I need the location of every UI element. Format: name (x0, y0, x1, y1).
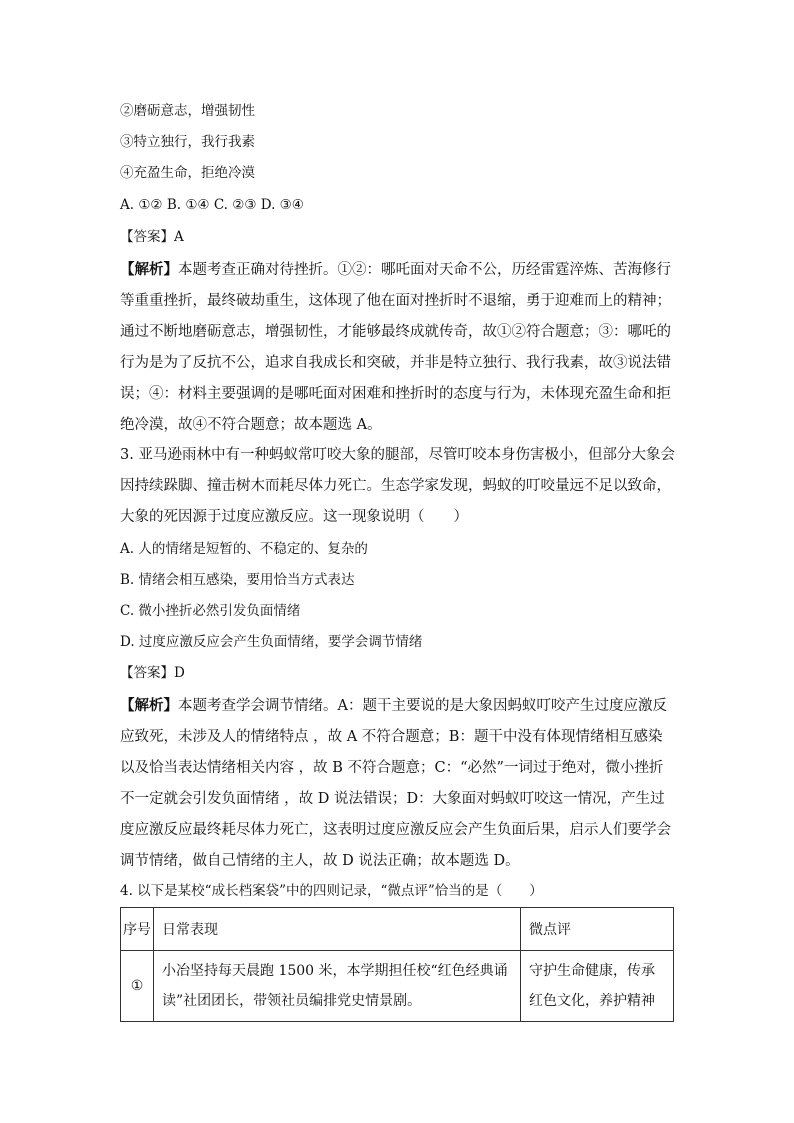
q3-option-c: C. 微小挫折必然引发负面情绪 (120, 603, 301, 619)
option-4: ④充盈生命，拒绝冷漠 (120, 165, 255, 181)
q3-analysis (120, 690, 676, 877)
q3-analysis-label: 【解析】 (120, 697, 178, 714)
question-3-stem: 3. 亚马逊雨林中有一种蚂蚁常叮咬大象的腿部，尽管叮咬本身伤害极小，但部分大象会因持续跺脚、撞击树木而耗尽体力死亡。生态学家发现，蚂蚁的叮咬量远不足以致命，大象的死因源于过度应激反应。这一现象说明（ ） (120, 447, 675, 525)
analysis-label: 【解析】 (120, 261, 178, 278)
header-index: 序号 (121, 908, 154, 951)
question-4-stem: 4. 以下是某校“成长档案袋”中的四则记录，“微点评”恰当的是（ ） (120, 883, 543, 899)
option-2: ②磨砺意志，增强韧性 (120, 103, 255, 119)
table-header-row (121, 908, 674, 951)
q3-option-d: D. 过度应激反应会产生负面情绪，要学会调节情绪 (120, 634, 423, 650)
choices-line: A. ①② B. ①④ C. ②③ D. ③④ (120, 197, 304, 213)
header-comment: 微点评 (521, 908, 674, 951)
answer-text: 【答案】A (120, 229, 184, 245)
q3-answer: 【答案】D (120, 665, 185, 681)
analysis-prev (120, 254, 676, 441)
analysis-text: 本题考查正确对待挫折。①②：哪吒面对天命不公，历经雷霆淬炼、苦海修行等重重挫折，最终破劫重生，这体现了他在面对挫折时不退缩，勇于迎难而上的精神；通过不断地磨砺意志，增强韧性，才能够最终成就传奇，故①②符合题意；③：哪吒的行为是为了反抗不公，追求自我成长和突破，并非是特立独行、我行我素，故③说法错误；④：材料主要强调的是哪吒面对困难和挫折时的态度与行为，未体现充盈生命和拒绝冷漠，故④不符合题意；故本题选 A。 (120, 262, 671, 433)
growth-record-table (120, 907, 674, 1022)
q3-analysis-text: 本题考查学会调节情绪。A：题干主要说的是大象因蚂蚁叮咬产生过度应激反应致死，未涉及人的情绪特点 ，故 A 不符合题意；B：题干中没有体现情绪相互感染以及恰当表达情绪相关内容 ，故 B 不符合题意；C：“必然”一词过于绝对，微小挫折不一定就会引发负面情绪 ，故 D 说法错误；D：大象面对蚂蚁叮咬这一情况，产生过度应激反应最终耗尽体力死亡，这表明过度应激反应会产生负面后果，启示人们要学会调节情绪，做自己情绪的主人，故 D 说法正确；故本题选 D。 (120, 698, 671, 869)
q3-option-b: B. 情绪会相互感染，要用恰当方式表达 (120, 572, 355, 588)
row-comment: 守护生命健康，传承红色文化，养护精神 (521, 951, 674, 1022)
q3-option-a: A. 人的情绪是短暂的、不稳定的、复杂的 (120, 541, 368, 557)
row-daily: 小冶坚持每天晨跑 1500 米，本学期担任校“红色经典诵读”社团团长，带领社员编排党史情景剧。 (154, 951, 521, 1022)
answer-prev (120, 227, 184, 247)
header-daily: 日常表现 (154, 908, 521, 951)
option-3: ③特立独行，我行我素 (120, 134, 255, 150)
table-row (121, 951, 674, 1022)
row-index: ① (121, 951, 154, 1022)
